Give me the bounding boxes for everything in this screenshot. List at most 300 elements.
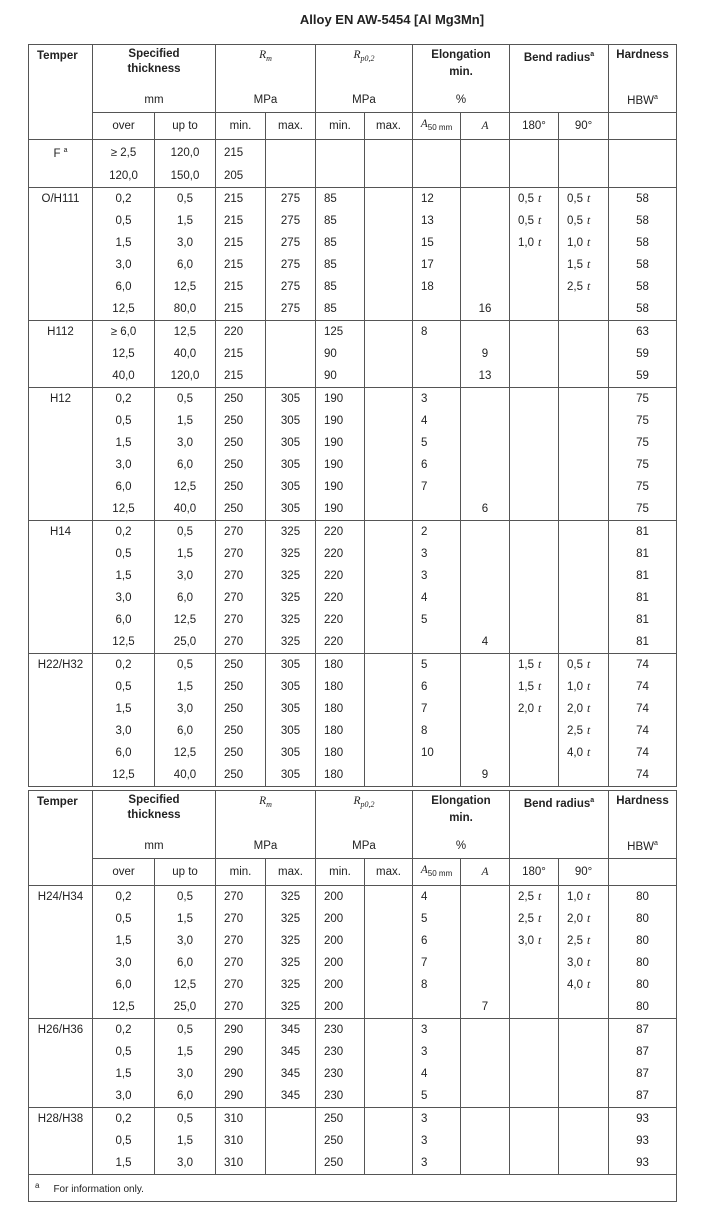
cell-rp-max (365, 210, 413, 232)
cell-hbw-value: 93 (636, 1135, 649, 1147)
cell-over-value: 1,5 (115, 570, 132, 582)
cell-rm-max-value: 325 (280, 891, 301, 903)
cell-over-value: 12,5 (112, 769, 135, 781)
cell-bend-90 (559, 298, 609, 321)
cell-rp-min (316, 698, 365, 720)
cell-bend-90 (559, 498, 609, 521)
cell-rm-min-value: 250 (224, 703, 244, 715)
cell-up-to-value: 6,0 (177, 592, 193, 604)
cell-temper (29, 720, 93, 742)
cell-hbw-value: 58 (636, 281, 649, 293)
cell-up-to (155, 587, 216, 609)
cell-temper (29, 764, 93, 787)
cell-hbw (609, 996, 677, 1019)
cell-rm-max (266, 210, 316, 232)
cell-hbw-value: 58 (636, 193, 649, 205)
cell-temper (29, 1152, 93, 1175)
cell-hbw-value: 87 (636, 1068, 649, 1080)
cell-over-value: 0,5 (115, 681, 132, 693)
table-row (29, 676, 677, 698)
cell-rm-max (266, 454, 316, 476)
cell-a50-value: 3 (421, 548, 428, 560)
cell-rm-min (216, 764, 266, 787)
header-rm-max-text: max. (278, 866, 303, 878)
header-a50-sub: 50 mm (427, 869, 453, 878)
header-temper (29, 45, 93, 140)
header-up-to-text: up to (172, 866, 198, 878)
cell-bend-90-value: 3,0 (567, 957, 584, 969)
cell-hbw-value: 81 (636, 592, 649, 604)
cell-bend-90 (559, 974, 609, 996)
cell-over-value: 1,5 (115, 1068, 132, 1080)
cell-up-to (155, 698, 216, 720)
cell-rm-max (266, 609, 316, 631)
thickness-symbol: t (538, 659, 542, 671)
header-rm (216, 45, 316, 88)
header-unit-hbw (609, 87, 677, 113)
cell-hbw-value: 80 (636, 957, 649, 969)
cell-over-value: 3,0 (115, 259, 132, 271)
cell-bend-180 (510, 432, 559, 454)
cell-a (461, 930, 510, 952)
cell-hbw-value: 59 (636, 370, 649, 382)
cell-rm-min-value: 250 (224, 437, 244, 449)
cell-temper (29, 587, 93, 609)
cell-a50 (413, 930, 461, 952)
temper-label: F (53, 148, 61, 160)
cell-bend-180 (510, 321, 559, 344)
cell-bend-90 (559, 631, 609, 654)
cell-hbw (609, 698, 677, 720)
cell-a50-value: 4 (421, 592, 428, 604)
header-bend-radius-text: Bend radius (523, 798, 591, 810)
thickness-symbol: t (587, 979, 591, 991)
cell-rm-min-value: 250 (224, 415, 244, 427)
cell-up-to (155, 543, 216, 565)
cell-rm-max (266, 742, 316, 764)
cell-over (93, 298, 155, 321)
cell-rm-max (266, 410, 316, 432)
table-row (29, 476, 677, 498)
cell-hbw-value: 80 (636, 913, 649, 925)
header-hardness (609, 791, 677, 834)
cell-a50-value: 6 (421, 681, 428, 693)
cell-bend-90-value: 4,0 (567, 979, 584, 991)
cell-rp-max (365, 930, 413, 952)
cell-rp-max (365, 908, 413, 930)
cell-temper (29, 908, 93, 930)
cell-rm-min (216, 952, 266, 974)
cell-rm-max-value: 305 (280, 503, 301, 515)
cell-rm-min-value: 270 (224, 913, 244, 925)
cell-rp-max (365, 254, 413, 276)
header-180-text: 180° (522, 866, 546, 878)
cell-rp-min (316, 165, 365, 188)
cell-a (461, 974, 510, 996)
cell-rp-min-value: 90 (324, 370, 337, 382)
cell-up-to (155, 720, 216, 742)
cell-hbw (609, 498, 677, 521)
cell-over-value: 1,5 (115, 437, 132, 449)
header-rm-main: R (259, 49, 267, 61)
cell-over-value: 0,5 (115, 548, 132, 560)
cell-temper (29, 432, 93, 454)
cell-bend-180 (510, 698, 559, 720)
cell-bend-180 (510, 1063, 559, 1085)
cell-rm-min-value: 270 (224, 636, 244, 648)
cell-up-to-value: 0,5 (177, 526, 193, 538)
cell-rp-min (316, 654, 365, 677)
cell-rp-min (316, 974, 365, 996)
thickness-symbol: t (587, 891, 591, 903)
thickness-symbol: t (587, 259, 591, 271)
cell-over (93, 952, 155, 974)
cell-a (461, 1041, 510, 1063)
cell-a (461, 365, 510, 388)
cell-rm-max (266, 1152, 316, 1175)
cell-bend-180 (510, 410, 559, 432)
cell-hbw-value: 80 (636, 1001, 649, 1013)
cell-up-to-value: 1,5 (177, 548, 193, 560)
cell-up-to (155, 1063, 216, 1085)
header-up-to-text: up to (172, 120, 198, 132)
cell-rp-max (365, 720, 413, 742)
cell-bend-90 (559, 521, 609, 544)
table-row (29, 254, 677, 276)
header-rp (316, 45, 413, 88)
cell-over (93, 232, 155, 254)
cell-rp-min (316, 365, 365, 388)
cell-up-to-value: 6,0 (177, 1090, 193, 1102)
cell-rp-max (365, 232, 413, 254)
cell-up-to (155, 1085, 216, 1108)
cell-bend-90 (559, 1085, 609, 1108)
cell-hbw-value: 81 (636, 614, 649, 626)
cell-rm-max (266, 587, 316, 609)
cell-bend-90 (559, 720, 609, 742)
cell-rp-min-value: 200 (324, 935, 344, 947)
cell-bend-90 (559, 140, 609, 166)
header-rm-max-text: max. (278, 120, 303, 132)
cell-rm-max-value: 325 (280, 570, 301, 582)
thickness-symbol: t (538, 891, 542, 903)
cell-rp-max (365, 343, 413, 365)
cell-rm-max (266, 974, 316, 996)
cell-rm-min (216, 1041, 266, 1063)
table-row (29, 210, 677, 232)
cell-over-value: 6,0 (115, 281, 132, 293)
cell-up-to-value: 12,5 (173, 281, 197, 293)
cell-up-to (155, 1019, 216, 1042)
cell-rm-min-value: 215 (224, 348, 244, 360)
cell-rm-min-value: 270 (224, 592, 244, 604)
cell-bend-180 (510, 886, 559, 909)
header-elongation-min: min. (449, 812, 473, 824)
cell-rm-max (266, 930, 316, 952)
cell-rm-min (216, 698, 266, 720)
cell-over (93, 676, 155, 698)
cell-rm-min (216, 1130, 266, 1152)
cell-rp-max (365, 996, 413, 1019)
cell-rm-max-value: 305 (280, 659, 301, 671)
cell-bend-90 (559, 764, 609, 787)
cell-hbw-value: 74 (636, 703, 649, 715)
cell-rm-min-value: 215 (224, 215, 244, 227)
table-row (29, 388, 677, 411)
cell-a50 (413, 631, 461, 654)
cell-rp-min-value: 85 (324, 193, 337, 205)
cell-up-to-value: 6,0 (177, 957, 193, 969)
header-rm (216, 791, 316, 834)
cell-over (93, 609, 155, 631)
cell-up-to-value: 1,5 (177, 1046, 193, 1058)
cell-bend-180 (510, 276, 559, 298)
cell-temper (29, 1108, 93, 1131)
cell-over (93, 886, 155, 909)
cell-temper (29, 996, 93, 1019)
cell-rp-max (365, 321, 413, 344)
cell-hbw-value: 81 (636, 570, 649, 582)
cell-rm-max (266, 952, 316, 974)
cell-rp-max (365, 1130, 413, 1152)
table-row (29, 1152, 677, 1175)
cell-rp-min (316, 886, 365, 909)
table-row (29, 188, 677, 211)
cell-up-to-value: 1,5 (177, 415, 193, 427)
cell-rp-min-value: 200 (324, 891, 344, 903)
cell-rm-min-value: 250 (224, 393, 244, 405)
cell-rm-min-value: 250 (224, 503, 244, 515)
cell-rm-max-value: 275 (280, 215, 301, 227)
cell-rm-min (216, 254, 266, 276)
unit-hbw-mark: a (653, 840, 658, 847)
cell-bend-180 (510, 521, 559, 544)
cell-rp-min-value: 220 (324, 614, 344, 626)
cell-rm-min-value: 290 (224, 1068, 244, 1080)
cell-a50 (413, 1108, 461, 1131)
unit-mm-text: mm (144, 839, 164, 852)
cell-bend-180 (510, 930, 559, 952)
temper-label: H26/H36 (37, 1024, 84, 1036)
header-rp-sub: p0,2 (360, 54, 375, 63)
cell-rp-max (365, 188, 413, 211)
cell-rm-min (216, 720, 266, 742)
cell-rm-min (216, 1152, 266, 1175)
table-row (29, 654, 677, 677)
cell-bend-180 (510, 1085, 559, 1108)
table-row (29, 298, 677, 321)
cell-rp-min-value: 180 (324, 747, 344, 759)
header-rm-min-text: min. (229, 120, 252, 132)
cell-bend-90 (559, 476, 609, 498)
cell-over-value: 0,2 (115, 1113, 132, 1125)
cell-temper (29, 609, 93, 631)
cell-a (461, 388, 510, 411)
table-row (29, 165, 677, 188)
cell-rp-min-value: 250 (324, 1157, 344, 1169)
cell-a-value: 4 (481, 636, 489, 648)
header-180 (510, 113, 559, 140)
cell-rm-max-value: 305 (280, 681, 301, 693)
cell-over-value: 0,5 (115, 1135, 132, 1147)
cell-over (93, 565, 155, 587)
cell-rm-min (216, 631, 266, 654)
cell-temper (29, 254, 93, 276)
cell-rm-min (216, 140, 266, 166)
cell-rp-max (365, 410, 413, 432)
cell-rm-max-value: 325 (280, 636, 301, 648)
cell-a50-value: 3 (421, 1157, 428, 1169)
cell-up-to (155, 140, 216, 166)
cell-rp-max (365, 1063, 413, 1085)
cell-up-to (155, 908, 216, 930)
cell-a50-value: 7 (421, 703, 428, 715)
header-elongation-min: min. (449, 66, 473, 78)
cell-bend-90 (559, 365, 609, 388)
cell-over (93, 720, 155, 742)
cell-rp-min (316, 543, 365, 565)
cell-rp-min (316, 1019, 365, 1042)
cell-bend-180 (510, 165, 559, 188)
header-90-text: 90° (574, 120, 593, 132)
table-row (29, 365, 677, 388)
cell-a50 (413, 1041, 461, 1063)
cell-up-to (155, 365, 216, 388)
unit-mpa-rp-text: MPa (352, 839, 376, 852)
cell-rp-min (316, 631, 365, 654)
cell-hbw (609, 343, 677, 365)
cell-rm-max (266, 232, 316, 254)
cell-temper (29, 974, 93, 996)
cell-up-to (155, 996, 216, 1019)
cell-over-value: 0,5 (115, 215, 132, 227)
cell-bend-180 (510, 996, 559, 1019)
cell-over (93, 343, 155, 365)
temper-label: H24/H34 (37, 891, 84, 903)
cell-temper (29, 521, 93, 544)
cell-a50 (413, 140, 461, 166)
cell-over (93, 276, 155, 298)
cell-rm-min-value: 310 (224, 1135, 244, 1147)
cell-hbw-value: 74 (636, 681, 649, 693)
cell-over-value: 3,0 (115, 725, 132, 737)
cell-hbw (609, 587, 677, 609)
cell-up-to (155, 631, 216, 654)
cell-a (461, 996, 510, 1019)
cell-rm-max (266, 886, 316, 909)
header-over (93, 859, 155, 886)
cell-up-to (155, 254, 216, 276)
cell-bend-180 (510, 1041, 559, 1063)
cell-over-value: ≥ 6,0 (110, 326, 137, 338)
cell-bend-180 (510, 498, 559, 521)
cell-rm-max-value: 325 (280, 1001, 301, 1013)
temper-label: H22/H32 (37, 659, 84, 671)
cell-rp-min-value: 230 (324, 1090, 344, 1102)
cell-a50 (413, 886, 461, 909)
cell-bend-90-value: 0,5 (567, 659, 584, 671)
unit-mpa-rm-text: MPa (253, 839, 278, 852)
header-rp-max (365, 113, 413, 140)
cell-a50-value: 4 (421, 415, 428, 427)
cell-temper (29, 565, 93, 587)
header-unit-mpa-rp (316, 833, 413, 859)
cell-rm-max-value: 275 (280, 281, 301, 293)
cell-rm-min-value: 215 (224, 370, 244, 382)
temper-label: H12 (49, 393, 72, 405)
cell-rm-min (216, 343, 266, 365)
cell-bend-180 (510, 298, 559, 321)
cell-a50 (413, 432, 461, 454)
cell-rm-max-value: 325 (280, 614, 301, 626)
cell-rm-max-value: 345 (280, 1046, 301, 1058)
cell-up-to-value: 12,5 (173, 747, 197, 759)
cell-rp-max (365, 654, 413, 677)
cell-rm-min (216, 521, 266, 544)
cell-rm-max (266, 654, 316, 677)
header-a50-main: A (420, 864, 428, 876)
cell-temper (29, 952, 93, 974)
cell-rp-max (365, 764, 413, 787)
header-unit-mpa-rm (216, 87, 316, 113)
cell-rm-min-value: 290 (224, 1090, 244, 1102)
cell-bend-90 (559, 210, 609, 232)
header-a (461, 859, 510, 886)
cell-bend-90 (559, 165, 609, 188)
cell-a50 (413, 676, 461, 698)
cell-a (461, 498, 510, 521)
cell-up-to (155, 343, 216, 365)
cell-up-to-value: 3,0 (177, 570, 193, 582)
cell-bend-180 (510, 609, 559, 631)
header-rp-max-text: max. (376, 120, 401, 132)
cell-bend-180-value: 1,5 (518, 659, 535, 671)
cell-rp-min (316, 254, 365, 276)
thickness-symbol: t (538, 681, 542, 693)
cell-rm-max (266, 343, 316, 365)
cell-rp-max (365, 1152, 413, 1175)
cell-rm-min-value: 250 (224, 459, 244, 471)
header-temper-text: Temper (37, 796, 78, 808)
cell-bend-90 (559, 343, 609, 365)
cell-bend-90 (559, 543, 609, 565)
cell-over-value: 6,0 (115, 747, 132, 759)
cell-temper (29, 476, 93, 498)
cell-a50-value: 4 (421, 891, 428, 903)
cell-a (461, 1063, 510, 1085)
cell-a50-value: 5 (421, 437, 428, 449)
cell-over-value: 12,5 (112, 636, 135, 648)
cell-bend-180 (510, 1108, 559, 1131)
cell-up-to (155, 1130, 216, 1152)
cell-a50-value: 5 (421, 913, 428, 925)
cell-bend-180 (510, 232, 559, 254)
cell-bend-180 (510, 210, 559, 232)
header-180-text: 180° (522, 120, 546, 132)
cell-up-to-value: 6,0 (177, 259, 193, 271)
cell-up-to-value: 0,5 (177, 659, 193, 671)
cell-a (461, 254, 510, 276)
cell-a50-value: 3 (421, 1046, 428, 1058)
cell-rp-min-value: 200 (324, 957, 344, 969)
cell-rp-min (316, 498, 365, 521)
cell-up-to (155, 1108, 216, 1131)
cell-rm-min-value: 250 (224, 659, 244, 671)
cell-rp-min (316, 1085, 365, 1108)
cell-rp-max (365, 609, 413, 631)
cell-a (461, 321, 510, 344)
table-row (29, 1041, 677, 1063)
